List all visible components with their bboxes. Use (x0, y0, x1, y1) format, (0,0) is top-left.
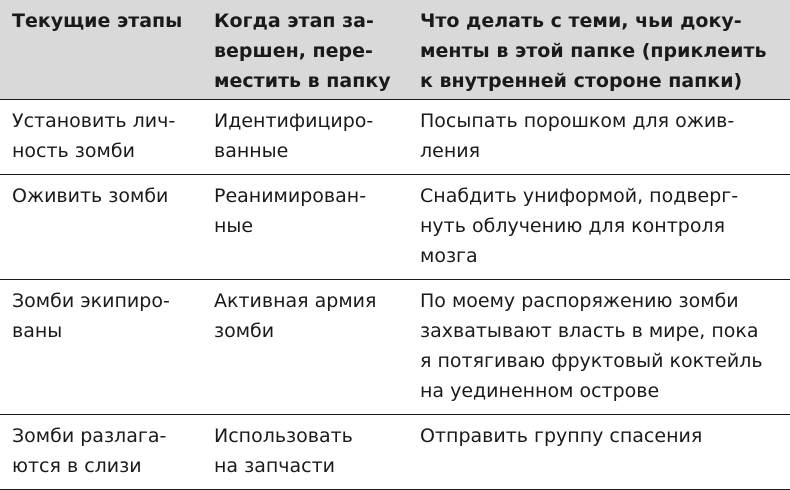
cell-folder (202, 100, 408, 175)
cell-text-line: на уединенном острове (420, 380, 660, 402)
cell-stage (0, 175, 202, 280)
cell-text-line: ные (214, 215, 254, 237)
cell-text-line: ваны (12, 320, 63, 342)
cell-text-line: Активная армия (214, 290, 377, 312)
cell-text-line: ления (420, 140, 481, 162)
table-row (0, 175, 790, 280)
cell-text-line: нуть облучению для контроля (420, 215, 726, 237)
header-text-line: менты в этой папке (приклеить (420, 40, 767, 62)
table-row (0, 280, 790, 415)
cell-text-line: ванные (214, 140, 289, 162)
cell-text-line: Снабдить униформой, подверг- (420, 185, 739, 207)
cell-action (408, 415, 790, 490)
cell-action (408, 175, 790, 280)
cell-text-line: зомби (214, 320, 275, 342)
cell-folder (202, 175, 408, 280)
cell-text-line: Установить лич- (12, 110, 176, 132)
cell-stage (0, 415, 202, 490)
cell-text-line: Зомби разлага- (12, 425, 167, 447)
header-current-stages (0, 0, 202, 100)
header-what-to-do (408, 0, 790, 100)
cell-text-line: Идентифициро- (214, 110, 374, 132)
cell-action (408, 280, 790, 415)
table-row (0, 100, 790, 175)
header-text-line: вершен, пере- (214, 40, 373, 62)
header-text-line: Что делать с теми, чьи доку- (420, 10, 742, 32)
cell-text-line: на запчасти (214, 455, 336, 477)
cell-text-line: захватывают власть в мире, пока (420, 320, 759, 342)
table-header (0, 0, 790, 100)
cell-text-line: Отправить группу спасения (420, 425, 703, 447)
cell-text-line: По моему распоряжению зомби (420, 290, 739, 312)
table-body (0, 100, 790, 490)
header-text-line: Когда этап за- (214, 10, 374, 32)
cell-text-line: ются в слизи (12, 455, 142, 477)
cell-text-line: Оживить зомби (12, 185, 169, 207)
cell-text-line: ность зомби (12, 140, 135, 162)
header-move-to-folder (202, 0, 408, 100)
cell-folder (202, 415, 408, 490)
cell-text-line: Зомби экипиро- (12, 290, 170, 312)
cell-text-line: Посыпать порошком для ожив- (420, 110, 735, 132)
cell-text-line: Использовать (214, 425, 353, 447)
cell-stage (0, 100, 202, 175)
header-text-line: Текущие этапы (12, 10, 183, 32)
cell-text-line: я потягиваю фруктовый коктейль (420, 350, 763, 372)
cell-action (408, 100, 790, 175)
table-row (0, 415, 790, 490)
cell-stage (0, 280, 202, 415)
header-text-line: местить в папку (214, 70, 391, 92)
cell-folder (202, 280, 408, 415)
header-row (0, 0, 790, 100)
cell-text-line: мозга (420, 245, 478, 267)
cell-text-line: Реанимирован- (214, 185, 367, 207)
header-text-line: к внутренней стороне папки) (420, 70, 743, 92)
